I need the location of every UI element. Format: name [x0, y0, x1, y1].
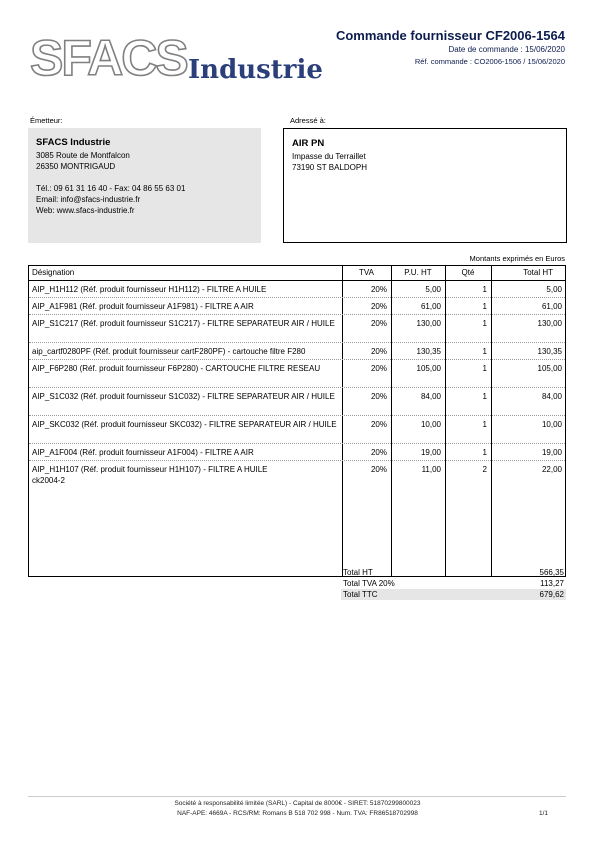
line-quantity: 1 [482, 448, 487, 457]
line-designation: aip_cartf0280PF (Réf. produit fournisseur cartF280PF) - cartouche filtre F280 [32, 347, 306, 356]
table-row [29, 315, 565, 343]
line-tva: 20% [370, 319, 387, 328]
line-note: ck2004-2 [32, 476, 65, 485]
line-quantity: 1 [482, 347, 487, 356]
line-total: 130,00 [537, 319, 562, 328]
line-total: 130,35 [537, 347, 562, 356]
emitter-email: Email: info@sfacs-industrie.fr [36, 195, 141, 204]
line-total: 10,00 [541, 420, 562, 429]
document-title: Commande fournisseur CF2006-1564 [335, 28, 565, 43]
line-tva: 20% [370, 347, 387, 356]
line-designation: AIP_S1C032 (Réf. produit fournisseur S1C032) - FILTRE SEPARATEUR AIR / HUILE [32, 392, 335, 401]
table-row [29, 298, 565, 315]
line-quantity: 1 [482, 302, 487, 311]
line-unit-price: 130,35 [416, 347, 441, 356]
line-designation: AIP_A1F004 (Réf. produit fournisseur A1F004) - FILTRE A AIR [32, 448, 254, 457]
table-row [29, 360, 565, 388]
page-number: 1/1 [538, 810, 548, 817]
line-unit-price: 84,00 [420, 392, 441, 401]
line-designation: AIP_SKC032 (Réf. produit fournisseur SKC032) - FILTRE SEPARATEUR AIR / HUILE [32, 420, 337, 429]
line-quantity: 1 [482, 420, 487, 429]
line-quantity: 2 [482, 465, 487, 474]
recipient-label: Adressé à: [290, 116, 326, 125]
emitter-label: Émetteur: [30, 116, 63, 125]
header-quantity: Qté [461, 268, 475, 277]
line-designation: AIP_A1F981 (Réf. produit fournisseur A1F981) - FILTRE A AIR [32, 302, 254, 311]
currency-note: Montants exprimés en Euros [469, 254, 565, 263]
total-ttc-value: 679,62 [539, 590, 564, 599]
table-row [29, 388, 565, 416]
company-logo [30, 30, 323, 90]
recipient-address-1: Impasse du Terraillet [292, 152, 366, 161]
logo-suffix: Industrie [188, 55, 323, 85]
table-row [29, 416, 565, 444]
emitter-panel [28, 128, 261, 243]
line-designation: AIP_F6P280 (Réf. produit fournisseur F6P280) - CARTOUCHE FILTRE RESEAU [32, 364, 321, 373]
line-unit-price: 61,00 [420, 302, 441, 311]
order-lines-table [28, 265, 566, 577]
table-row [29, 461, 565, 501]
emitter-address-2: 26350 MONTRIGAUD [36, 162, 116, 171]
line-total: 84,00 [541, 392, 562, 401]
line-unit-price: 105,00 [416, 364, 441, 373]
header-designation: Désignation [32, 268, 75, 277]
line-tva: 20% [370, 364, 387, 373]
line-tva: 20% [370, 420, 387, 429]
line-unit-price: 130,00 [416, 319, 441, 328]
line-designation: AIP_S1C217 (Réf. produit fournisseur S1C217) - FILTRE SEPARATEUR AIR / HUILE [32, 319, 335, 328]
line-tva: 20% [370, 465, 387, 474]
table-row [29, 281, 565, 298]
line-total: 22,00 [541, 465, 562, 474]
table-row [29, 444, 565, 461]
total-tva-value: 113,27 [540, 579, 564, 588]
recipient-panel [283, 128, 567, 243]
emitter-address-1: 3085 Route de Montfalcon [36, 151, 130, 160]
total-ht-label: Total HT [343, 568, 373, 577]
line-unit-price: 19,00 [420, 448, 441, 457]
line-total: 105,00 [537, 364, 562, 373]
line-quantity: 1 [482, 319, 487, 328]
recipient-name: AIR PN [292, 138, 325, 149]
table-row [29, 343, 565, 360]
line-designation: AIP_H1H107 (Réf. produit fournisseur H1H107) - FILTRE A HUILE [32, 465, 268, 474]
header-tva: TVA [359, 268, 374, 277]
emitter-name: SFACS Industrie [36, 137, 111, 148]
line-tva: 20% [370, 285, 387, 294]
total-tva-label: Total TVA 20% [343, 579, 395, 588]
total-tva-row [341, 578, 566, 589]
order-reference: Réf. commande : CO2006-1506 / 15/06/2020 [414, 57, 565, 66]
total-ht-row [341, 567, 566, 578]
emitter-web: Web: www.sfacs-industrie.fr [36, 206, 135, 215]
line-designation: AIP_H1H112 (Réf. produit fournisseur H1H112) - FILTRE A HUILE [32, 285, 267, 294]
line-total: 19,00 [541, 448, 562, 457]
footer-divider [28, 796, 566, 797]
line-quantity: 1 [482, 285, 487, 294]
line-unit-price: 10,00 [420, 420, 441, 429]
header-unit-price: P.U. HT [404, 268, 432, 277]
emitter-phone: Tél.: 09 61 31 16 40 - Fax: 04 86 55 63 01 [36, 184, 186, 193]
footer-legal-2: NAF-APE: 4669A - RCS/RM: Romans B 518 702 998 - Num. TVA: FR86518702998 [177, 810, 418, 817]
total-ht-value: 566,35 [539, 568, 564, 577]
line-tva: 20% [370, 302, 387, 311]
line-quantity: 1 [482, 392, 487, 401]
line-unit-price: 5,00 [425, 285, 441, 294]
line-tva: 20% [370, 392, 387, 401]
total-ttc-label: Total TTC [343, 590, 378, 599]
total-ttc-row [341, 589, 566, 600]
footer-legal-1: Société à responsabilité limitée (SARL) - Capital de 8000€ - SIRET: 51870299800023 [174, 800, 421, 807]
order-date: Date de commande : 15/06/2020 [448, 45, 565, 54]
line-total: 5,00 [546, 285, 562, 294]
logo-brand: SFACS [30, 30, 187, 86]
line-tva: 20% [370, 448, 387, 457]
recipient-address-2: 73190 ST BALDOPH [292, 163, 368, 172]
line-quantity: 1 [482, 364, 487, 373]
line-unit-price: 11,00 [421, 465, 441, 474]
line-total: 61,00 [541, 302, 562, 311]
header-total-ht: Total HT [523, 268, 553, 277]
